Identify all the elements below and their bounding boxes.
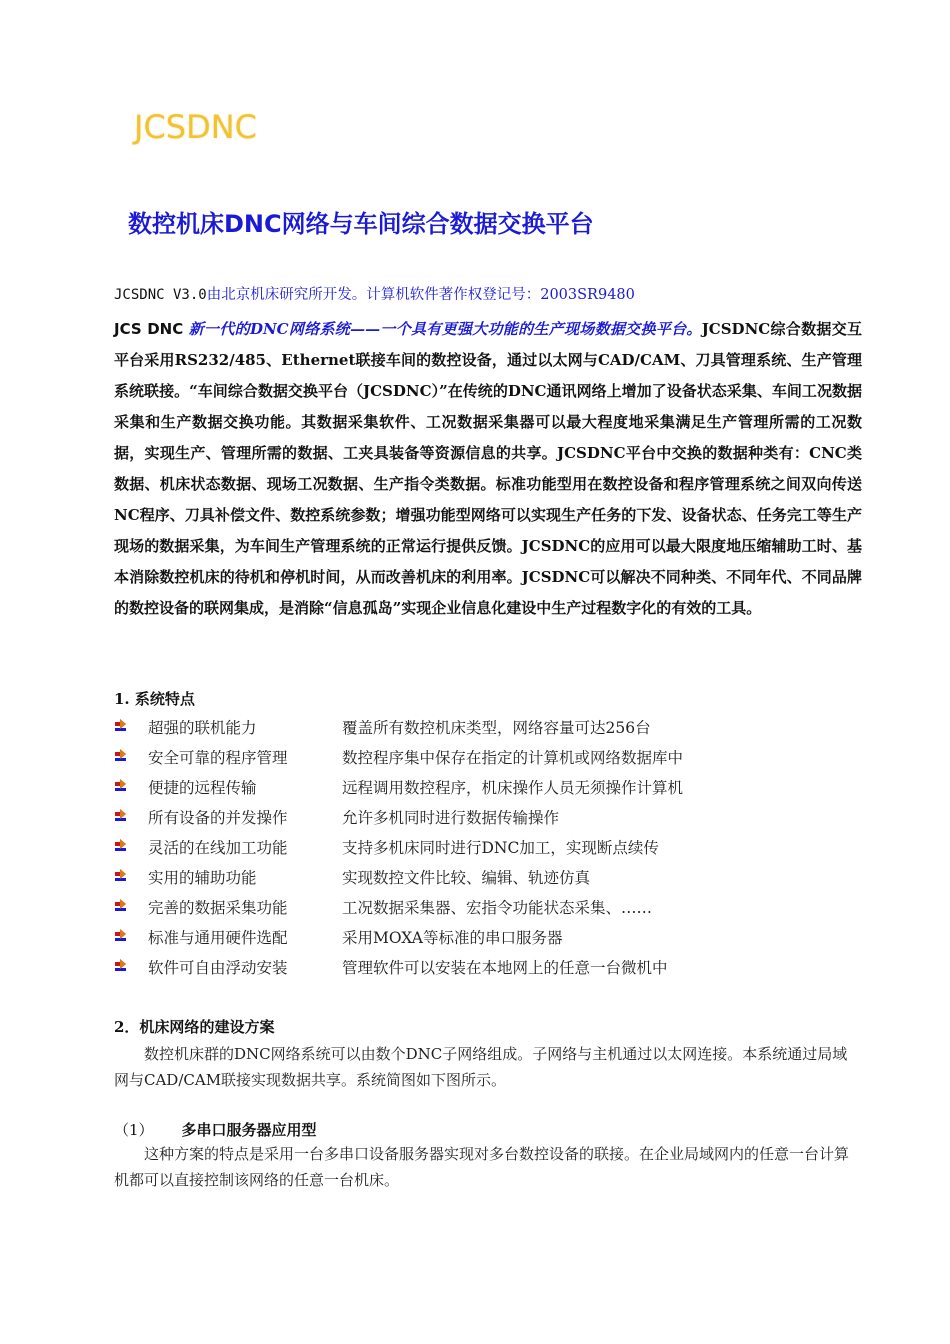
feature-list (114, 712, 854, 982)
feature-row (114, 952, 854, 982)
arrow-bullet-icon (114, 832, 148, 862)
feature-description: 管理软件可以安装在本地网上的任意一台微机中 (342, 959, 668, 977)
section-2-heading: 2．机床网络的建设方案 (114, 1018, 275, 1036)
arrow-bullet-icon (114, 892, 148, 922)
feature-description: 数控程序集中保存在指定的计算机或网络数据库中 (342, 749, 684, 767)
arrow-bullet-icon (114, 712, 148, 742)
company-logo: JCSDNC (134, 108, 258, 146)
feature-row (114, 712, 854, 742)
feature-description: 远程调用数控程序，机床操作人员无须操作计算机 (342, 779, 684, 797)
feature-name: 实用的辅助功能 (148, 869, 257, 887)
feature-name: 灵活的在线加工功能 (148, 839, 288, 857)
overview-slogan: 新一代的DNC网络系统——一个具有更强大功能的生产现场数据交换平台。 (188, 320, 702, 338)
feature-name: 软件可自由浮动安装 (148, 959, 288, 977)
arrow-bullet-icon (114, 862, 148, 892)
feature-description: 覆盖所有数控机床类型，网络容量可达256台 (342, 719, 651, 737)
subsection-1-number: （1） (114, 1121, 154, 1139)
feature-description: 采用MOXA等标准的串口服务器 (342, 929, 563, 947)
feature-row (114, 772, 854, 802)
overview-paragraph (114, 314, 862, 624)
feature-description: 支持多机床同时进行DNC加工，实现断点续传 (342, 839, 659, 857)
feature-row (114, 892, 854, 922)
feature-description: 工况数据采集器、宏指令功能状态采集、…… (342, 899, 653, 917)
page-title: 数控机床DNC网络与车间综合数据交换平台 (128, 210, 594, 238)
arrow-bullet-icon (114, 772, 148, 802)
subsection-1-title: 多串口服务器应用型 (181, 1121, 317, 1139)
subsection-1-heading (114, 1119, 317, 1140)
arrow-bullet-icon (114, 922, 148, 952)
feature-row (114, 742, 854, 772)
overview-body: JCSDNC综合数据交互平台采用RS232/485、Ethernet联接车间的数控设备，通过以太网与CAD/CAM、刀具管理系统、生产管理系统联接。“车间综合数据交换平台（JCSDNC）”在传统的DNC通讯网络上增加了设备状态采集、车间工况数据采集和生产数据交换功能。其数据采集软件、工况数据采集器可以最大程度地采集满足生产管理所需的工况数据，实现生产、管理所需的数据、工夹具装备等资源信息的共享。JCSDNC平台中交换的数据种类有：CNC类数据、机床状态数据、现场工况数据、生产指令类数据。标准功能型用在数控设备和程序管理系统之间双向传送NC程序、刀具补偿文件、数控系统参数；增强功能型网络可以实现生产任务的下发、设备状态、任务完工等生产现场的数据采集，为车间生产管理系统的正常运行提供反馈。JCSDNC的应用可以最大限度地压缩辅助工时、基本消除数控机床的待机和停机时间，从而改善机床的利用率。JCSDNC可以解决不同种类、不同年代、不同品牌的数控设备的联网集成，是消除“信息孤岛”实现企业信息化建设中生产过程数字化的有效的工具。 (114, 320, 863, 617)
feature-description: 实现数控文件比较、编辑、轨迹仿真 (342, 869, 591, 887)
feature-name: 所有设备的并发操作 (148, 809, 288, 827)
overview-lead: JCS DNC (114, 320, 184, 338)
feature-name: 完善的数据采集功能 (148, 899, 288, 917)
feature-row (114, 922, 854, 952)
intro-line (114, 283, 635, 304)
feature-row (114, 832, 854, 862)
feature-name: 标准与通用硬件选配 (148, 929, 288, 947)
arrow-bullet-icon (114, 802, 148, 832)
feature-row (114, 802, 854, 832)
arrow-bullet-icon (114, 952, 148, 982)
section-1-heading: 1. 系统特点 (114, 690, 195, 708)
intro-text: 由北京机床研究所开发。计算机软件著作权登记号：2003SR9480 (206, 287, 635, 303)
product-version: JCSDNC V3.0 (114, 287, 207, 303)
subsection-1-body: 这种方案的特点是采用一台多串口设备服务器实现对多台数控设备的联接。在企业局域网内的任意一台计算机都可以直接控制该网络的任意一台机床。 (114, 1145, 850, 1189)
feature-row (114, 862, 854, 892)
feature-name: 便捷的远程传输 (148, 779, 257, 797)
arrow-bullet-icon (114, 742, 148, 772)
feature-name: 安全可靠的程序管理 (148, 749, 288, 767)
feature-name: 超强的联机能力 (148, 719, 257, 737)
feature-description: 允许多机同时进行数据传输操作 (342, 809, 560, 827)
section-2-body: 数控机床群的DNC网络系统可以由数个DNC子网络组成。子网络与主机通过以太网连接。本系统通过局域网与CAD/CAM联接实现数据共享。系统简图如下图所示。 (114, 1045, 848, 1089)
